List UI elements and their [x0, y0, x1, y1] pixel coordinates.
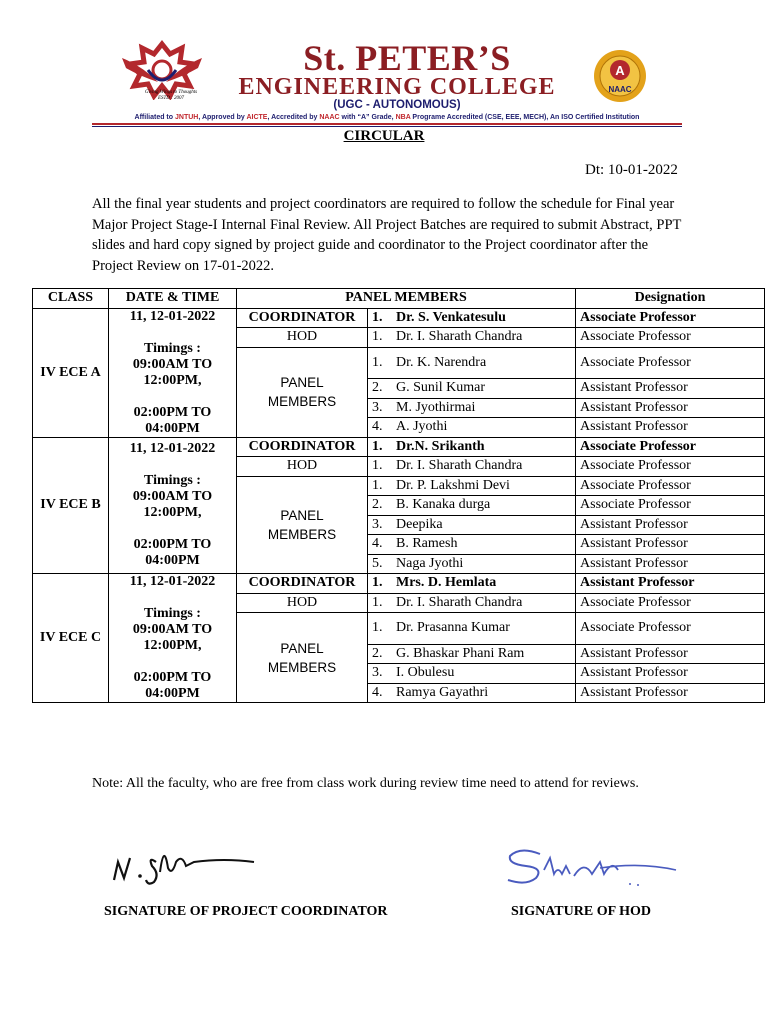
- timing-slot: 09:00AM TO: [132, 356, 213, 372]
- serial-number: 2.: [372, 380, 383, 396]
- panel-member-designation: Assistant Professor: [576, 379, 765, 399]
- table-row: [33, 574, 765, 594]
- panel-member-name: [368, 664, 576, 684]
- serial-number: 1.: [372, 458, 383, 474]
- review-date: 11, 12-01-2022: [129, 441, 216, 457]
- panel-member-designation: Assistant Professor: [576, 398, 765, 418]
- college-subname: ENGINEERING COLLEGE: [238, 74, 556, 100]
- affiliation-part: , Approved by: [198, 114, 247, 121]
- coordinator-signature-icon: [104, 832, 274, 892]
- member-name: G. Sunil Kumar: [396, 380, 486, 396]
- note-text: Note: All the faculty, who are free from class work during review time need to attend for reviews.: [92, 776, 639, 791]
- member-name: Mrs. D. Hemlata: [396, 575, 497, 591]
- datetime-cell: [109, 437, 237, 574]
- panel-label: PANEL: [280, 507, 324, 523]
- role-hod: HOD: [237, 593, 368, 613]
- letterhead: [92, 40, 682, 128]
- role-coordinator: COORDINATOR: [237, 574, 368, 594]
- timings-label: Timings :: [144, 606, 201, 621]
- role-panel-members: [237, 613, 368, 703]
- member-name: Dr. Prasanna Kumar: [396, 620, 510, 636]
- affiliation-part: with “A” Grade,: [339, 114, 396, 121]
- header-rule-red: [92, 123, 682, 125]
- serial-number: 2.: [372, 645, 383, 661]
- timing-slot: 12:00PM,: [143, 505, 202, 521]
- member-name: B. Kanaka durga: [396, 497, 491, 513]
- naac-text: NAAC: [608, 85, 632, 94]
- panel-member-name: [368, 418, 576, 438]
- timing-slot: 04:00PM: [145, 420, 200, 436]
- affiliation-part: AICTE: [246, 114, 268, 121]
- coordinator-designation: Associate Professor: [576, 437, 765, 457]
- serial-number: 3.: [372, 516, 383, 532]
- circular-date: Dt: 10-01-2022: [585, 162, 678, 178]
- timings-label: Timings :: [144, 473, 201, 489]
- member-name: B. Ramesh: [396, 536, 458, 552]
- timing-slot: 02:00PM TO: [133, 404, 212, 420]
- hod-name: [368, 593, 576, 613]
- panel-member-designation: Assistant Professor: [576, 535, 765, 555]
- panel-member-name: [368, 379, 576, 399]
- serial-number: 1.: [372, 354, 383, 370]
- panel-member-name: [368, 515, 576, 535]
- header-rule-blue: [92, 126, 682, 127]
- timing-slot: 02:00PM TO: [133, 670, 212, 685]
- serial-number: 1.: [372, 477, 383, 493]
- affiliation-part: NBA: [395, 114, 411, 121]
- serial-number: 5.: [372, 555, 383, 571]
- table-row: [33, 437, 765, 457]
- serial-number: 1.: [372, 594, 383, 610]
- class-cell: IV ECE C: [33, 574, 109, 703]
- role-panel-members: [237, 476, 368, 574]
- table-header-row: [33, 289, 765, 309]
- member-name: Naga Jyothi: [396, 555, 464, 571]
- hod-name: [368, 457, 576, 477]
- header-panel-members: PANEL MEMBERS: [237, 289, 576, 309]
- panel-member-name: [368, 398, 576, 418]
- coordinator-name: [368, 437, 576, 457]
- serial-number: 1.: [372, 575, 383, 591]
- serial-number: 1.: [372, 438, 383, 454]
- coordinator-name: [368, 574, 576, 594]
- timing-slot: 02:00PM TO: [133, 537, 212, 553]
- panel-member-name: [368, 554, 576, 574]
- panel-member-designation: Assistant Professor: [576, 683, 765, 703]
- serial-number: 4.: [372, 419, 383, 435]
- panel-member-name: [368, 683, 576, 703]
- serial-number: 4.: [372, 536, 383, 552]
- panel-member-designation: Associate Professor: [576, 613, 765, 645]
- panel-member-name: [368, 644, 576, 664]
- timing-slot: 12:00PM,: [143, 638, 202, 653]
- panel-member-name: [368, 613, 576, 645]
- naac-letter: A: [615, 63, 625, 78]
- timing-slot: 09:00AM TO: [132, 622, 213, 637]
- affiliation-part: NAAC: [319, 114, 340, 121]
- panel-member-name: [368, 535, 576, 555]
- role-hod: HOD: [237, 457, 368, 477]
- timing-slot: 09:00AM TO: [132, 489, 213, 505]
- member-name: G. Bhaskar Phani Ram: [396, 645, 525, 661]
- panel-member-designation: Associate Professor: [576, 347, 765, 379]
- affiliation-part: Affiliated to: [134, 114, 175, 121]
- timing-slot: 04:00PM: [145, 686, 200, 701]
- college-name: St. PETER’S: [303, 38, 511, 78]
- member-name: Dr. I. Sharath Chandra: [396, 329, 523, 345]
- panel-member-designation: Assistant Professor: [576, 644, 765, 664]
- member-name: Dr. S. Venkatesulu: [396, 309, 506, 325]
- role-hod: HOD: [237, 328, 368, 348]
- serial-number: 1.: [372, 329, 383, 345]
- panel-member-name: [368, 476, 576, 496]
- panel-member-designation: Assistant Professor: [576, 664, 765, 684]
- timings-label: Timings :: [144, 340, 201, 356]
- header-datetime: DATE & TIME: [109, 289, 237, 309]
- table-row: [33, 308, 765, 328]
- coordinator-designation: Assistant Professor: [576, 574, 765, 594]
- member-name: I. Obulesu: [396, 665, 455, 681]
- hod-signature-icon: [500, 840, 680, 892]
- member-name: Dr.N. Srikanth: [396, 438, 485, 454]
- affiliation-part: JNTUH: [175, 114, 199, 121]
- affiliation-part: , Accredited by: [267, 114, 320, 121]
- member-name: Dr. K. Narendra: [396, 354, 487, 370]
- timing-slot: 04:00PM: [145, 553, 200, 569]
- panel-member-name: [368, 347, 576, 379]
- hod-designation: Associate Professor: [576, 593, 765, 613]
- panel-member-designation: Assistant Professor: [576, 515, 765, 535]
- serial-number: 1.: [372, 309, 383, 325]
- naac-badge-icon: [592, 48, 648, 104]
- review-date: 11, 12-01-2022: [129, 308, 216, 324]
- class-cell: IV ECE B: [33, 437, 109, 574]
- member-name: Deepika: [396, 516, 443, 532]
- serial-number: 3.: [372, 665, 383, 681]
- hod-designation: Associate Professor: [576, 457, 765, 477]
- serial-number: 4.: [372, 684, 383, 700]
- member-name: Dr. I. Sharath Chandra: [396, 458, 523, 474]
- role-panel-members: [237, 347, 368, 437]
- coordinator-designation: Associate Professor: [576, 308, 765, 328]
- serial-number: 1.: [372, 620, 383, 636]
- header-class: CLASS: [33, 289, 109, 309]
- review-date: 11, 12-01-2022: [129, 574, 216, 589]
- coordinator-signature-label: SIGNATURE OF PROJECT COORDINATOR: [104, 904, 388, 919]
- role-coordinator: COORDINATOR: [237, 308, 368, 328]
- member-name: A. Jyothi: [396, 419, 448, 435]
- autonomous-label: (UGC - AUTONOMOUS): [333, 99, 461, 111]
- coordinator-name: [368, 308, 576, 328]
- affiliation-line: [92, 113, 682, 122]
- hod-signature-label: SIGNATURE OF HOD: [511, 904, 652, 919]
- timing-slot: 12:00PM,: [143, 372, 202, 388]
- serial-number: 3.: [372, 399, 383, 415]
- circular-body: All the final year students and project coordinators are required to follow the schedule for Final year Major Project Stage-I Internal Final Review. All Project Batches are required to submit Abstract, PPT slides and hard copy signed by project guide and coordinator to the Project coordinator after the Project Review on 17-01-2022.: [92, 196, 682, 274]
- member-name: Ramya Gayathri: [396, 684, 489, 700]
- panel-member-designation: Associate Professor: [576, 476, 765, 496]
- panel-label: PANEL: [280, 375, 324, 390]
- serial-number: 2.: [372, 497, 383, 513]
- member-name: M. Jyothirmai: [396, 399, 476, 415]
- hod-name: [368, 328, 576, 348]
- panel-label: MEMBERS: [267, 659, 337, 675]
- panel-label: PANEL: [280, 640, 324, 656]
- panel-member-designation: Assistant Professor: [576, 418, 765, 438]
- hod-designation: Associate Professor: [576, 328, 765, 348]
- datetime-cell: [109, 308, 237, 437]
- circular-title: CIRCULAR: [343, 128, 425, 144]
- panel-member-designation: Associate Professor: [576, 496, 765, 516]
- panel-label: MEMBERS: [267, 526, 337, 542]
- datetime-cell: [109, 574, 237, 703]
- review-schedule-table: [32, 288, 765, 703]
- panel-label: MEMBERS: [267, 394, 337, 409]
- role-coordinator: COORDINATOR: [237, 437, 368, 457]
- college-tagline: Giving Wings to Thoughts ESTD : 2007: [144, 90, 198, 101]
- panel-member-designation: Assistant Professor: [576, 554, 765, 574]
- class-cell: IV ECE A: [33, 308, 109, 437]
- member-name: Dr. P. Lakshmi Devi: [396, 477, 510, 493]
- header-designation: Designation: [576, 289, 765, 309]
- affiliation-part: Programe Accredited (CSE, EEE, MECH), An ISO Certified Institution: [410, 114, 640, 121]
- member-name: Dr. I. Sharath Chandra: [396, 594, 523, 610]
- panel-member-name: [368, 496, 576, 516]
